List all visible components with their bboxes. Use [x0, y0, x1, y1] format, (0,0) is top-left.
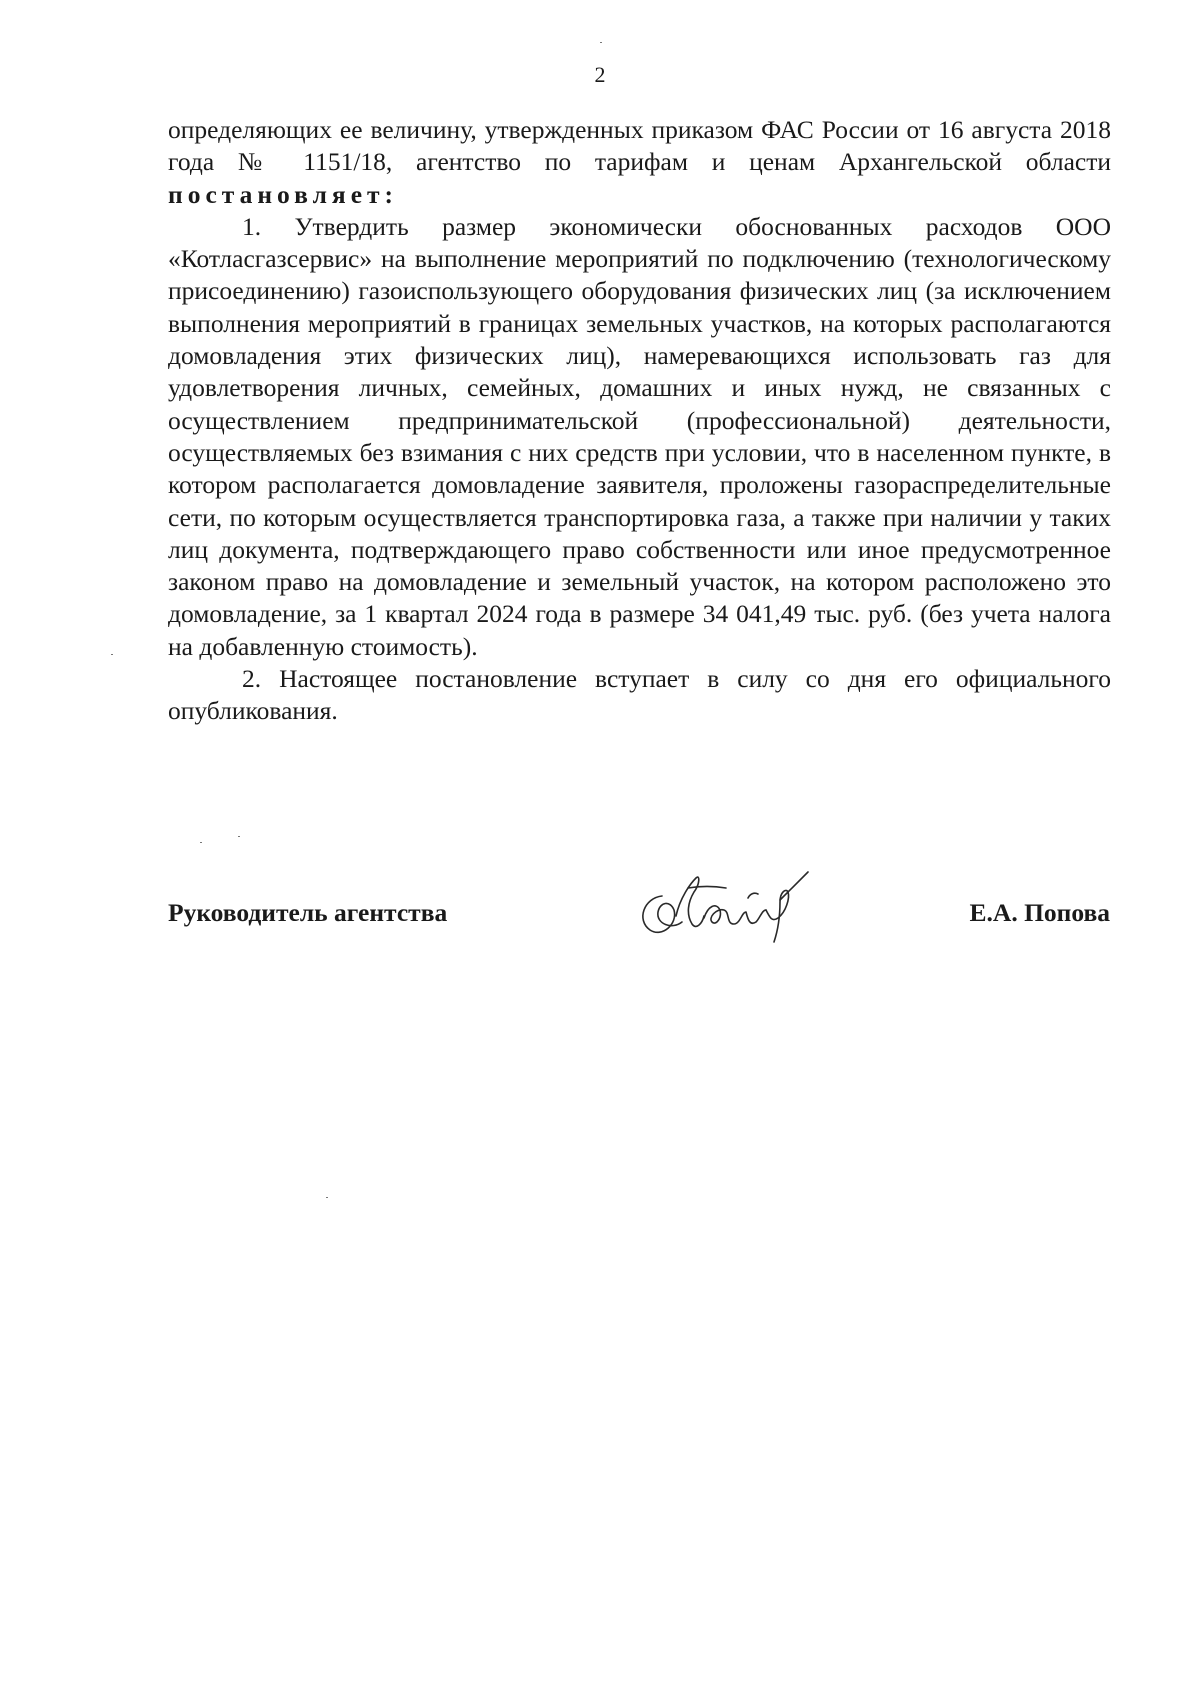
- resolution-keyword: постановляет:: [168, 179, 399, 209]
- scan-speck: [326, 1197, 328, 1198]
- scan-speck: [238, 836, 240, 837]
- resolution-item-2: 2. Настоящее постановление вступает в силу со дня его официального опубликования.: [168, 664, 1111, 726]
- signatory-name: Е.А. Попова: [969, 898, 1110, 927]
- intro-paragraph: [168, 114, 1111, 211]
- signatory-title: Руководитель агентства: [168, 898, 448, 927]
- document-body: [168, 114, 1111, 728]
- page-number: 2: [594, 62, 606, 87]
- scan-speck: [111, 654, 113, 655]
- scan-speck: [200, 842, 202, 843]
- scan-speck: [600, 42, 602, 43]
- intro-text: определяющих ее величину, утвержденных приказом ФАС России от 16 августа 2018 года № 1151/18, агентство по тарифам и ценам Архангельской области: [168, 115, 1111, 177]
- resolution-item-1: 1. Утвердить размер экономически обоснованных расходов ООО «Котласгазсервис» на выполнение мероприятий по подключению (технологическому присоединению) газоиспользующего оборудования физических лиц (за исключением выполнения мероприятий в границах земельных участков, на которых располагаются домовладения этих физических лиц), намеревающихся использовать газ для удовлетворения личных, семейных, домашних и иных нужд, не связанных с осуществлением предпринимательской (профессиональной) деятельности, осуществляемых без взимания с них средств при условии, что в населенном пункте, в котором располагается домовладение заявителя, проложены газораспределительные сети, по которым осуществляется транспортировка газа, а также при наличии у таких лиц документа, подтверждающего право собственности или иное предусмотренное законом право на домовладение и земельный участок, на котором расположено это домовладение, за 1 квартал 2024 года в размере 34 041,49 тыс. руб. (без учета налога на добавленную стоимость).: [168, 211, 1111, 661]
- handwritten-signature: [630, 858, 830, 948]
